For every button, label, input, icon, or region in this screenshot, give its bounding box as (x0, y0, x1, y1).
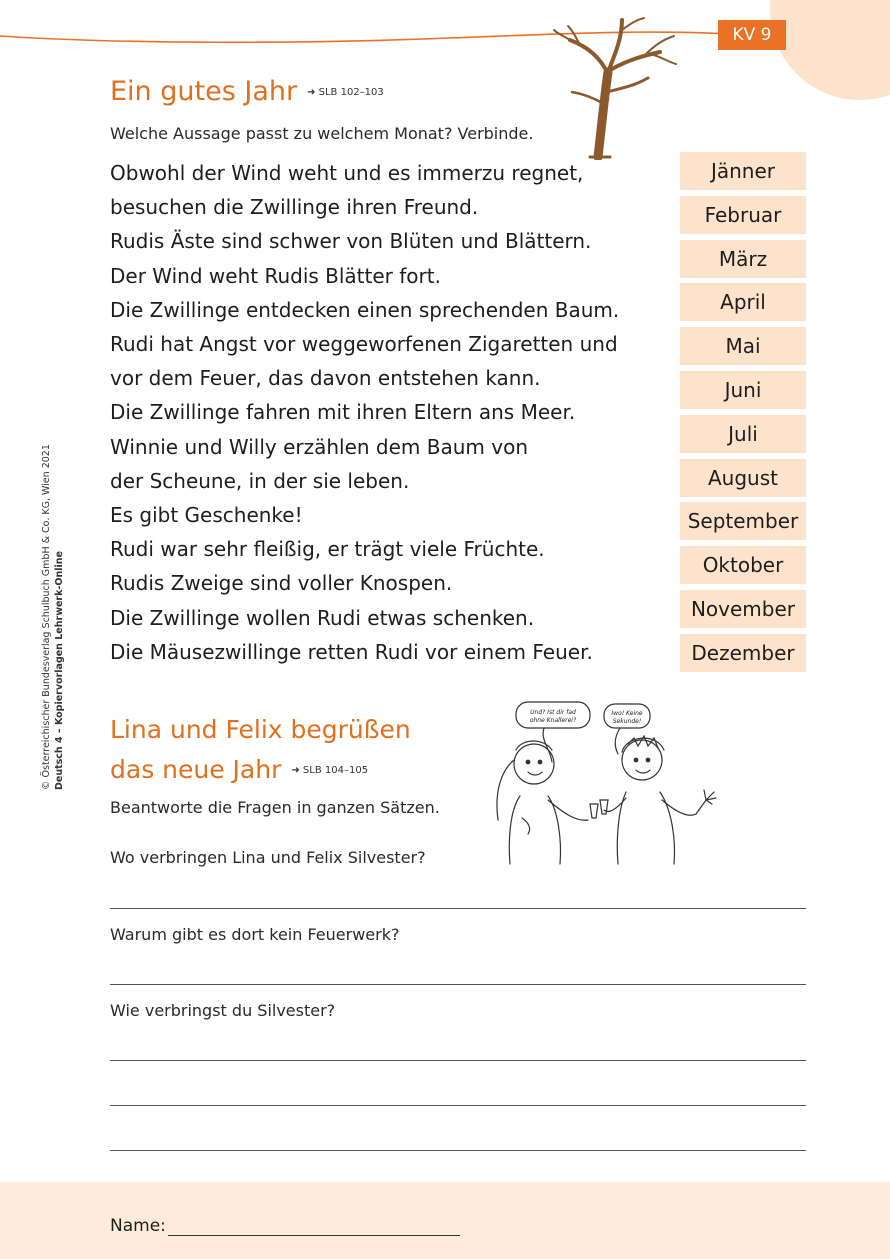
section-title-ein-gutes-jahr (110, 76, 384, 107)
month-list (680, 152, 806, 678)
statement-line: Der Wind weht Rudis Blätter fort. (110, 263, 441, 288)
book-title-line: Deutsch 4 – Kopiervorlagen Lehrwerk-Online (54, 551, 65, 790)
month-box-dezember[interactable]: Dezember (680, 634, 806, 672)
statement-line: Die Zwillinge fahren mit ihren Eltern ans Meer. (110, 400, 576, 425)
children-toasting-illustration (492, 700, 720, 866)
statement-line: besuchen die Zwillinge ihren Freund. (110, 195, 479, 220)
statement-line: Es gibt Geschenke! (110, 503, 303, 528)
textbook-reference: ➜ SLB 104–105 (291, 765, 369, 776)
section-title-line2: das neue Jahr (110, 755, 282, 784)
speech-bubble-left-line2: ohne Knallerei? (529, 717, 577, 724)
statement-line: Die Zwillinge entdecken einen sprechenden Baum. (110, 297, 620, 322)
tree-illustration (550, 12, 680, 160)
statement-line: Winnie und Willy erzählen dem Baum von (110, 434, 528, 459)
statement-line: der Scheune, in der sie leben. (110, 468, 410, 493)
speech-bubble-right-line2: Sekunde! (612, 718, 642, 725)
month-box-august[interactable]: August (680, 459, 806, 497)
statement-list (110, 156, 630, 669)
statement-line: Rudis Zweige sind voller Knospen. (110, 571, 453, 596)
answer-line[interactable] (110, 1105, 806, 1106)
textbook-reference: ➜ SLB 102–103 (307, 87, 384, 98)
month-box-februar[interactable]: Februar (680, 196, 806, 234)
statement-line: Rudi hat Angst vor weggeworfenen Zigaretten und (110, 332, 618, 357)
kv-badge: KV 9 (718, 20, 786, 50)
statement-line: Die Mäusezwillinge retten Rudi vor einem Feuer. (110, 639, 593, 664)
month-box-maerz[interactable]: März (680, 240, 806, 278)
name-label: Name: (110, 1216, 166, 1236)
question-2: Warum gibt es dort kein Feuerwerk? (110, 925, 400, 944)
statement-line: Rudi war sehr fleißig, er trägt viele Früchte. (110, 537, 545, 562)
month-box-april[interactable]: April (680, 283, 806, 321)
instruction-connect: Welche Aussage passt zu welchem Monat? Verbinde. (110, 124, 534, 143)
section-title-text: Ein gutes Jahr (110, 76, 298, 107)
question-1: Wo verbringen Lina und Felix Silvester? (110, 848, 426, 867)
section-title-lina-felix (110, 710, 411, 791)
month-box-juni[interactable]: Juni (680, 371, 806, 409)
month-box-november[interactable]: November (680, 590, 806, 628)
month-box-september[interactable]: September (680, 502, 806, 540)
month-box-mai[interactable]: Mai (680, 327, 806, 365)
month-box-oktober[interactable]: Oktober (680, 546, 806, 584)
speech-bubble-right-line1: Iwo! Keine (611, 710, 643, 717)
statement-line: Die Zwillinge wollen Rudi etwas schenken. (110, 605, 535, 630)
statement-line: Rudis Äste sind schwer von Blüten und Blättern. (110, 229, 592, 254)
month-box-jaenner[interactable]: Jänner (680, 152, 806, 190)
speech-bubble-left-line1: Und? Ist dir fad (530, 709, 576, 716)
section-title-line1: Lina und Felix begrüßen (110, 715, 411, 744)
answer-line[interactable] (110, 1060, 806, 1061)
copyright-line: © Österreichischer Bundesverlag Schulbuch GmbH & Co. KG, Wien 2021 (41, 444, 52, 790)
answer-line[interactable] (110, 984, 806, 985)
name-input-line[interactable] (168, 1235, 460, 1236)
statement-line: vor dem Feuer, das davon entstehen kann. (110, 366, 541, 391)
answer-line[interactable] (110, 908, 806, 909)
answer-line[interactable] (110, 1150, 806, 1151)
month-box-juli[interactable]: Juli (680, 415, 806, 453)
question-3: Wie verbringst du Silvester? (110, 1001, 336, 1020)
instruction-answer: Beantworte die Fragen in ganzen Sätzen. (110, 798, 440, 817)
copyright-credit (40, 444, 66, 790)
statement-line: Obwohl der Wind weht und es immerzu regnet, (110, 161, 584, 185)
